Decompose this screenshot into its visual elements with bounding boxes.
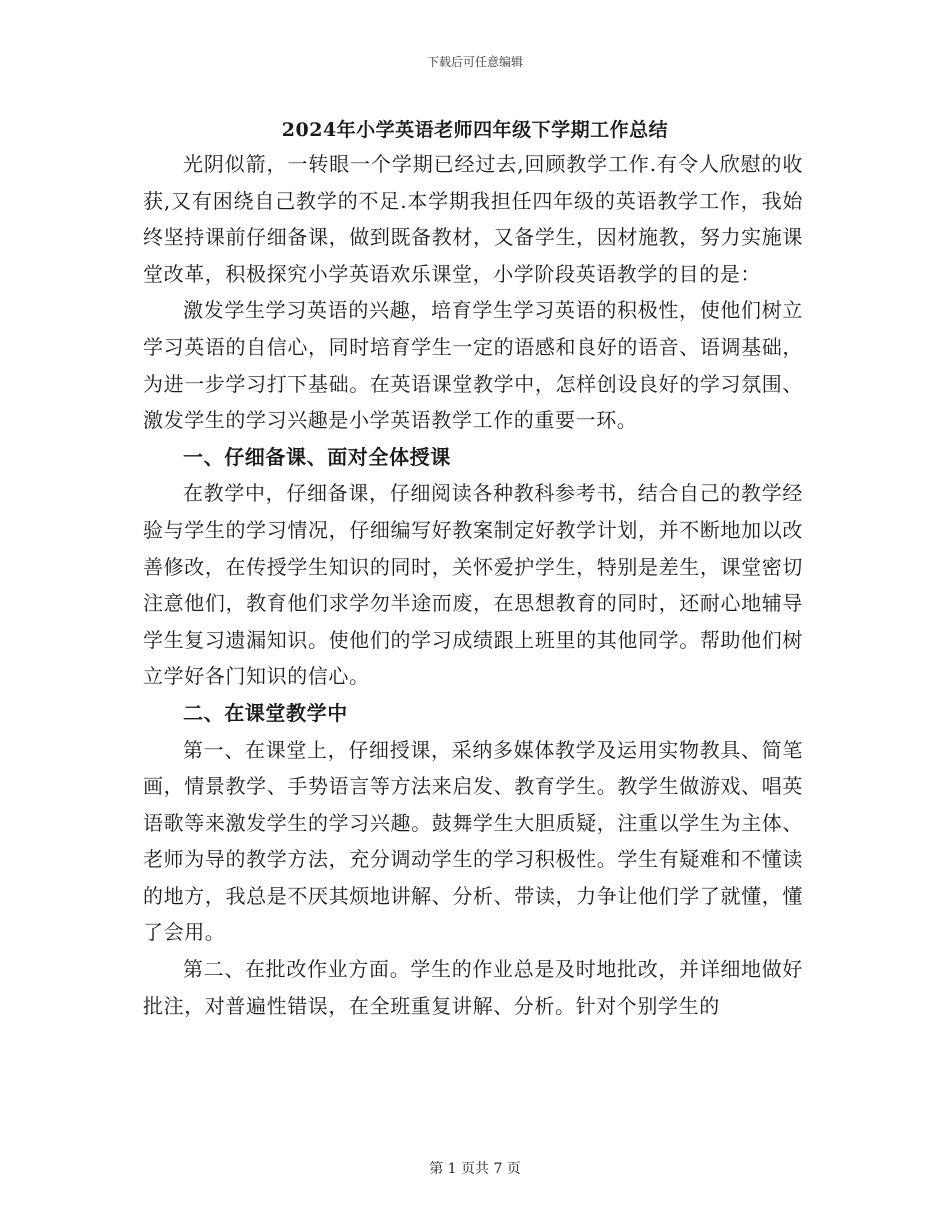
document-body	[143, 146, 803, 1024]
paragraph-goals: 激发学生学习英语的兴趣，培育学生学习英语的积极性，使他们树立学习英语的自信心，同时培育学生一定的语感和良好的语音、语调基础，为进一步学习打下基础。在英语课堂教学中，怎样创设良好的学习氛围、激发学生的学习兴趣是小学英语教学工作的重要一环。	[143, 298, 803, 433]
paragraph-homework: 第二、在批改作业方面。学生的作业总是及时地批改，并详细地做好批注，对普遍性错误，在全班重复讲解、分析。针对个别学生的	[143, 957, 803, 1018]
section-heading-1: 一、仔细备课、面对全体授课	[183, 444, 451, 469]
document-title: 2024年小学英语老师四年级下学期工作总结	[281, 119, 669, 141]
paragraph-intro: 光阴似箭，一转眼一个学期已经过去,回顾教学工作.有令人欣慰的收获,又有困绕自己教学的不足.本学期我担任四年级的英语教学工作，我始终坚持课前仔细备课，做到既备教材，又备学生，因材施教，努力实施课堂改革，积极探究小学英语欢乐课堂，小学阶段英语教学的目的是：	[143, 152, 803, 286]
paragraph-preparation: 在教学中，仔细备课，仔细阅读各种教科参考书，结合自己的教学经验与学生的学习情况，仔细编写好教案制定好教学计划，并不断地加以改善修改，在传授学生知识的同时，关怀爱护学生，特别是差生，课堂密切注意他们，教育他们求学勿半途而废，在思想教育的同时，还耐心地辅导学生复习遗漏知识。使他们的学习成绩跟上班里的其他同学。帮助他们树立学好各门知识的信心。	[143, 481, 803, 689]
page-footer: 第 1 页共 7 页	[429, 1161, 521, 1177]
section-heading-2: 二、在课堂教学中	[183, 700, 348, 725]
paragraph-classroom: 第一、在课堂上，仔细授课，采纳多媒体教学及运用实物教具、简笔画，情景教学、手势语言等方法来启发、教育学生。教学生做游戏、唱英语歌等来激发学生的学习兴趣。鼓舞学生大胆质疑，注重以学生为主体、老师为导的教学方法，充分调动学生的学习积极性。学生有疑难和不懂读的地方，我总是不厌其烦地讲解、分析、带读，力争让他们学了就懂，懂了会用。	[143, 737, 803, 945]
header-note: 下载后可任意编辑	[426, 55, 523, 69]
